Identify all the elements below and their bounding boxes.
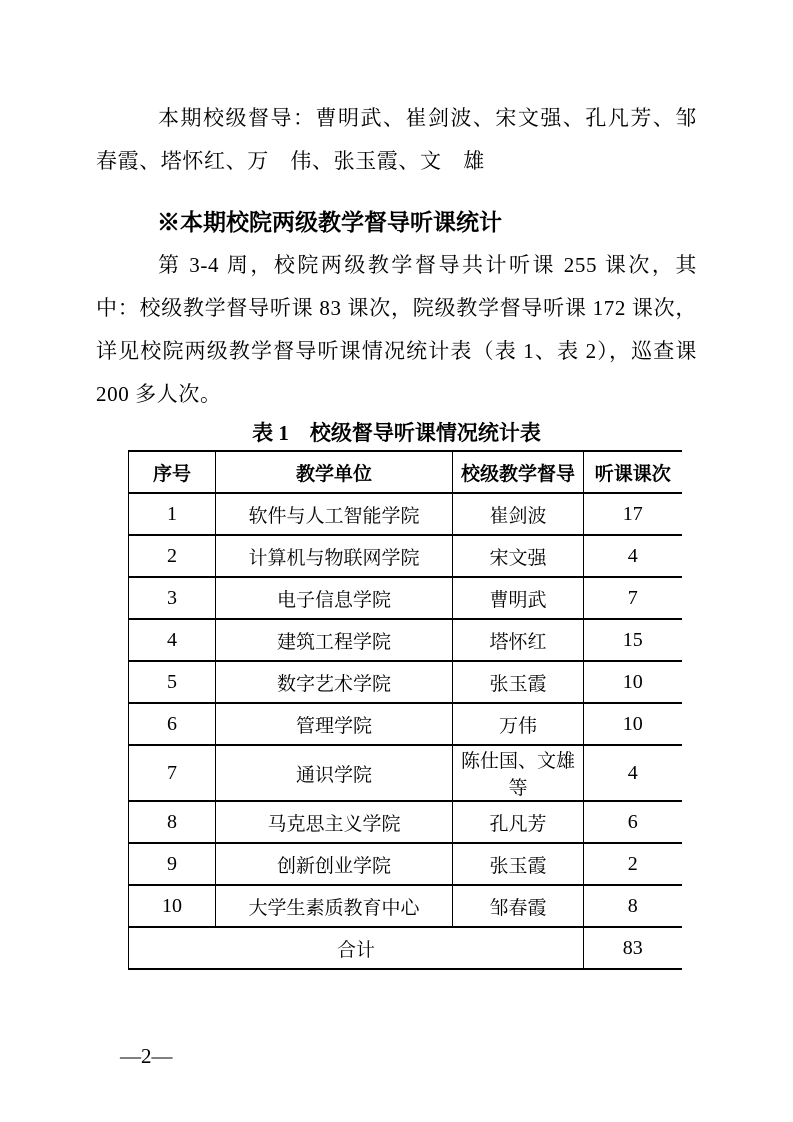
supervisor-name: 万伟 — [453, 703, 584, 745]
total-label: 合计 — [336, 939, 375, 961]
supervisor-name: 张玉霞 — [453, 843, 584, 885]
table1-header-cell-1: 教学单位 — [216, 451, 453, 493]
supervisor-name: 塔怀红 — [453, 619, 584, 661]
table1-title: 表 1 校级督导听课情况统计表 — [252, 421, 541, 445]
teaching-unit: 电子信息学院 — [216, 577, 453, 619]
session-count: 15 — [584, 619, 682, 661]
supervisor-name: 孔凡芳 — [453, 801, 584, 843]
teaching-unit: 建筑工程学院 — [216, 619, 453, 661]
teaching-unit: 创新创业学院 — [216, 843, 453, 885]
table-row — [129, 577, 682, 619]
table-row — [129, 801, 682, 843]
supervisor-name: 宋文强 — [453, 535, 584, 577]
table1-header-cell-2: 校级教学督导 — [453, 451, 584, 493]
total-value: 83 — [584, 927, 682, 969]
table1 — [128, 450, 682, 970]
table-row — [129, 535, 682, 577]
teaching-unit: 马克思主义学院 — [216, 801, 453, 843]
session-count: 4 — [584, 745, 682, 801]
row-index: 5 — [167, 670, 177, 693]
table-row — [129, 703, 682, 745]
table1-header-cell-0: 序号 — [152, 463, 191, 485]
table-row — [129, 493, 682, 535]
supervisor-name: 张玉霞 — [453, 661, 584, 703]
teaching-unit: 大学生素质教育中心 — [216, 885, 453, 927]
table-row — [129, 885, 682, 927]
row-index: 6 — [167, 712, 177, 735]
session-count: 4 — [584, 535, 682, 577]
session-count: 10 — [584, 661, 682, 703]
table1-header-row — [129, 451, 682, 493]
supervisor-name: 崔剑波 — [453, 493, 584, 535]
teaching-unit: 通识学院 — [216, 745, 453, 801]
teaching-unit: 数字艺术学院 — [216, 661, 453, 703]
teaching-unit: 计算机与物联网学院 — [216, 535, 453, 577]
table-row — [129, 843, 682, 885]
row-index: 9 — [167, 852, 177, 875]
session-count: 7 — [584, 577, 682, 619]
table-row — [129, 619, 682, 661]
supervisor-name: 邹春霞 — [453, 885, 584, 927]
stats-paragraph: 第 3-4 周，校院两级教学督导共计听课 255 课次，其中：校级教学督导听课 83 课次，院级教学督导听课 172 课次，详见校院两级教学督导听课情况统计表（表 1、表 2），巡查课 200 多人次。 — [96, 253, 697, 406]
session-count: 2 — [584, 843, 682, 885]
row-index: 4 — [167, 628, 177, 651]
table1-header-cell-3: 听课课次 — [584, 451, 682, 493]
page-number: —2— — [120, 1044, 173, 1068]
table-row — [129, 661, 682, 703]
supervisor-name: 曹明武 — [453, 577, 584, 619]
session-count: 10 — [584, 703, 682, 745]
row-index: 10 — [162, 894, 182, 917]
row-index: 7 — [167, 761, 177, 784]
session-count: 17 — [584, 493, 682, 535]
supervisors-paragraph: 本期校级督导：曹明武、崔剑波、宋文强、孔凡芳、邹春霞、塔怀红、万 伟、张玉霞、文 雄 — [96, 106, 697, 173]
row-index: 2 — [167, 544, 177, 567]
table-row — [129, 745, 682, 801]
row-index: 1 — [167, 502, 177, 525]
row-index: 3 — [167, 586, 177, 609]
table1-total-row — [129, 927, 682, 969]
session-count: 8 — [584, 885, 682, 927]
row-index: 8 — [167, 810, 177, 833]
teaching-unit: 软件与人工智能学院 — [216, 493, 453, 535]
section-heading: ※本期校院两级教学督导听课统计 — [157, 210, 502, 235]
teaching-unit: 管理学院 — [216, 703, 453, 745]
supervisor-name: 陈仕国、文雄等 — [453, 745, 584, 801]
session-count: 6 — [584, 801, 682, 843]
